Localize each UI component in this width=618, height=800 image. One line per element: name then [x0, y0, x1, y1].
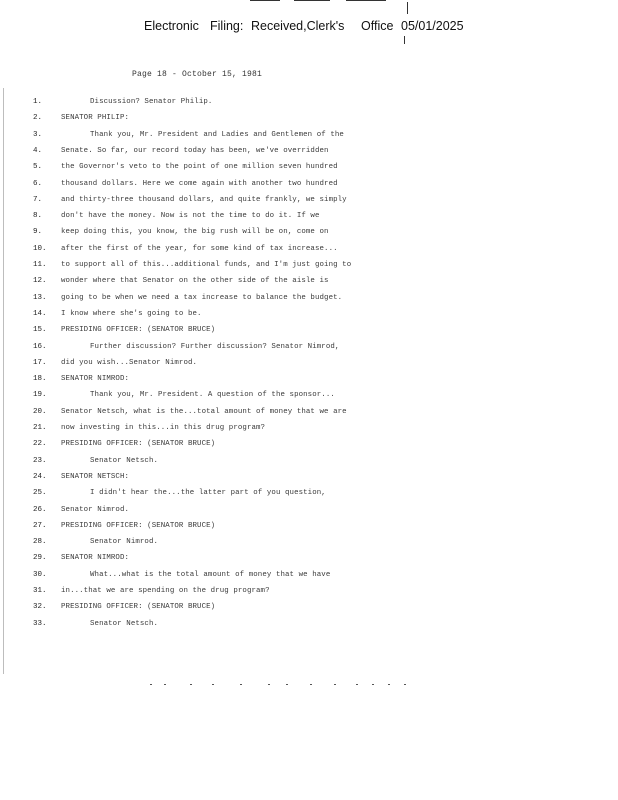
line-number: 26. [33, 505, 47, 514]
line-number: 23. [33, 456, 47, 465]
transcript-line [0, 586, 618, 602]
transcript-line [0, 570, 618, 586]
transcript-line [0, 602, 618, 618]
line-number: 25. [33, 489, 47, 498]
line-text: in...that we are spending on the drug program? [61, 587, 270, 595]
transcript-line [0, 619, 618, 635]
stamp-office: Office [361, 19, 394, 33]
line-number: 27. [33, 521, 47, 530]
line-text: Thank you, Mr. President. A question of the sponsor... [90, 391, 335, 400]
transcript-line [0, 211, 618, 227]
line-text: Senator Netsch. [90, 619, 159, 628]
stamp-filing: Filing: [210, 19, 244, 33]
line-number: 30. [33, 570, 47, 579]
line-text: Thank you, Mr. President and Ladies and Gentlemen of the [90, 130, 344, 139]
line-text: SENATOR NETSCH: [61, 472, 130, 481]
line-text: What...what is the total amount of money that we have [90, 570, 331, 579]
line-text: I didn't hear the...the latter part of you question, [90, 489, 326, 498]
stamp-received: Received,Clerk's [251, 19, 345, 33]
line-text: SENATOR NIMROD: [61, 554, 130, 563]
transcript-line [0, 293, 618, 309]
line-text: PRESIDING OFFICER: (SENATOR BRUCE) [61, 521, 216, 530]
line-number: 28. [33, 538, 47, 547]
scan-mark [190, 684, 192, 685]
transcript-line [0, 456, 618, 472]
scan-mark [388, 684, 390, 685]
transcript-line [0, 472, 618, 488]
line-text: Senator Nimrod. [90, 538, 159, 547]
transcript-line [0, 553, 618, 569]
line-number: 16. [33, 342, 47, 351]
line-text: SENATOR NIMROD: [61, 375, 130, 384]
line-number: 20. [33, 407, 47, 416]
scan-mark [268, 684, 270, 685]
line-number: 6. [33, 179, 43, 188]
transcript-line [0, 407, 618, 423]
transcript-line [0, 505, 618, 521]
scan-mark [404, 684, 406, 685]
transcript-line [0, 97, 618, 113]
scan-mark [356, 684, 358, 685]
line-text: I know where she's going to be. [61, 309, 202, 318]
line-text: Senator Netsch, what is the...total amount of money that we are [61, 407, 347, 416]
transcript-line [0, 374, 618, 390]
line-number: 29. [33, 554, 47, 563]
line-number: 7. [33, 195, 43, 204]
line-number: 12. [33, 277, 47, 286]
line-number: 18. [33, 375, 47, 384]
line-text: and thirty-three thousand dollars, and quite frankly, we simply [61, 195, 347, 204]
line-text: SENATOR PHILIP: [61, 114, 130, 123]
line-number: 17. [33, 358, 47, 367]
transcript-line [0, 537, 618, 553]
transcript-line [0, 227, 618, 243]
scan-mark [310, 684, 312, 685]
scan-mark [212, 684, 214, 685]
footer-scan-marks [150, 682, 410, 688]
scan-mark [150, 684, 152, 685]
top-scan-marks [250, 0, 420, 14]
transcript-line [0, 390, 618, 406]
line-number: 8. [33, 212, 43, 221]
scan-mark [346, 0, 386, 1]
transcript-line [0, 162, 618, 178]
transcript-line [0, 276, 618, 292]
line-number: 24. [33, 472, 47, 481]
line-text: now investing in this...in this drug program? [61, 424, 266, 432]
line-text: keep doing this, you know, the big rush will be on, come on [61, 228, 329, 237]
line-text: to support all of this...additional funds, and I'm just going to [61, 261, 352, 269]
transcript-line [0, 179, 618, 195]
scan-mark [240, 684, 242, 685]
line-number: 10. [33, 244, 47, 253]
line-text: Further discussion? Further discussion? Senator Nimrod, [90, 342, 340, 351]
line-number: 2. [33, 114, 43, 123]
stamp-date: 05/01/2025 [401, 19, 464, 33]
line-text: Senator Netsch. [90, 456, 159, 465]
transcript-line [0, 195, 618, 211]
scan-mark [334, 684, 336, 685]
line-number: 3. [33, 130, 43, 139]
scan-mark [294, 0, 330, 1]
line-number: 13. [33, 293, 47, 302]
line-text: Discussion? Senator Philip. [90, 98, 213, 106]
line-text: Senate. So far, our record today has been, we've overridden [61, 146, 329, 155]
transcript-line [0, 130, 618, 146]
line-text: don't have the money. Now is not the time to do it. If we [61, 212, 320, 221]
scan-mark [286, 684, 288, 685]
line-number: 19. [33, 391, 47, 400]
transcript-line [0, 244, 618, 260]
transcript-line [0, 358, 618, 374]
line-number: 14. [33, 309, 47, 318]
line-text: PRESIDING OFFICER: (SENATOR BRUCE) [61, 326, 216, 335]
line-number: 5. [33, 163, 43, 172]
line-text: PRESIDING OFFICER: (SENATOR BRUCE) [61, 603, 216, 612]
line-number: 1. [33, 98, 43, 106]
line-text: after the first of the year, for some kind of tax increase... [61, 244, 338, 253]
line-text: the Governor's veto to the point of one million seven hundred [61, 163, 338, 172]
transcript-line [0, 309, 618, 325]
line-number: 31. [33, 587, 47, 595]
transcript-line [0, 113, 618, 129]
scan-mark [407, 2, 408, 14]
line-number: 21. [33, 424, 47, 432]
scan-mark [372, 684, 374, 685]
electronic-filing-stamp [0, 19, 618, 39]
line-text: wonder where that Senator on the other side of the aisle is [61, 277, 329, 286]
transcript-line [0, 146, 618, 162]
line-number: 9. [33, 228, 43, 237]
line-text: PRESIDING OFFICER: (SENATOR BRUCE) [61, 440, 216, 449]
transcript-line [0, 325, 618, 341]
page-header: Page 18 - October 15, 1981 [132, 70, 263, 79]
line-number: 15. [33, 326, 47, 335]
line-number: 4. [33, 146, 43, 155]
line-text: thousand dollars. Here we come again with another two hundred [61, 179, 338, 188]
line-number: 11. [33, 261, 47, 269]
transcript-line [0, 488, 618, 504]
line-text: did you wish...Senator Nimrod. [61, 358, 198, 367]
transcript-line [0, 439, 618, 455]
line-text: Senator Nimrod. [61, 505, 130, 514]
transcript-line [0, 521, 618, 537]
transcript-line [0, 260, 618, 276]
line-number: 33. [33, 619, 47, 628]
stamp-electronic: Electronic [144, 19, 199, 33]
line-number: 22. [33, 440, 47, 449]
scan-mark [250, 0, 280, 1]
scan-mark [164, 684, 166, 685]
transcript-line [0, 342, 618, 358]
line-number: 32. [33, 603, 47, 612]
transcript-line [0, 423, 618, 439]
line-text: going to be when we need a tax increase to balance the budget. [61, 293, 343, 302]
